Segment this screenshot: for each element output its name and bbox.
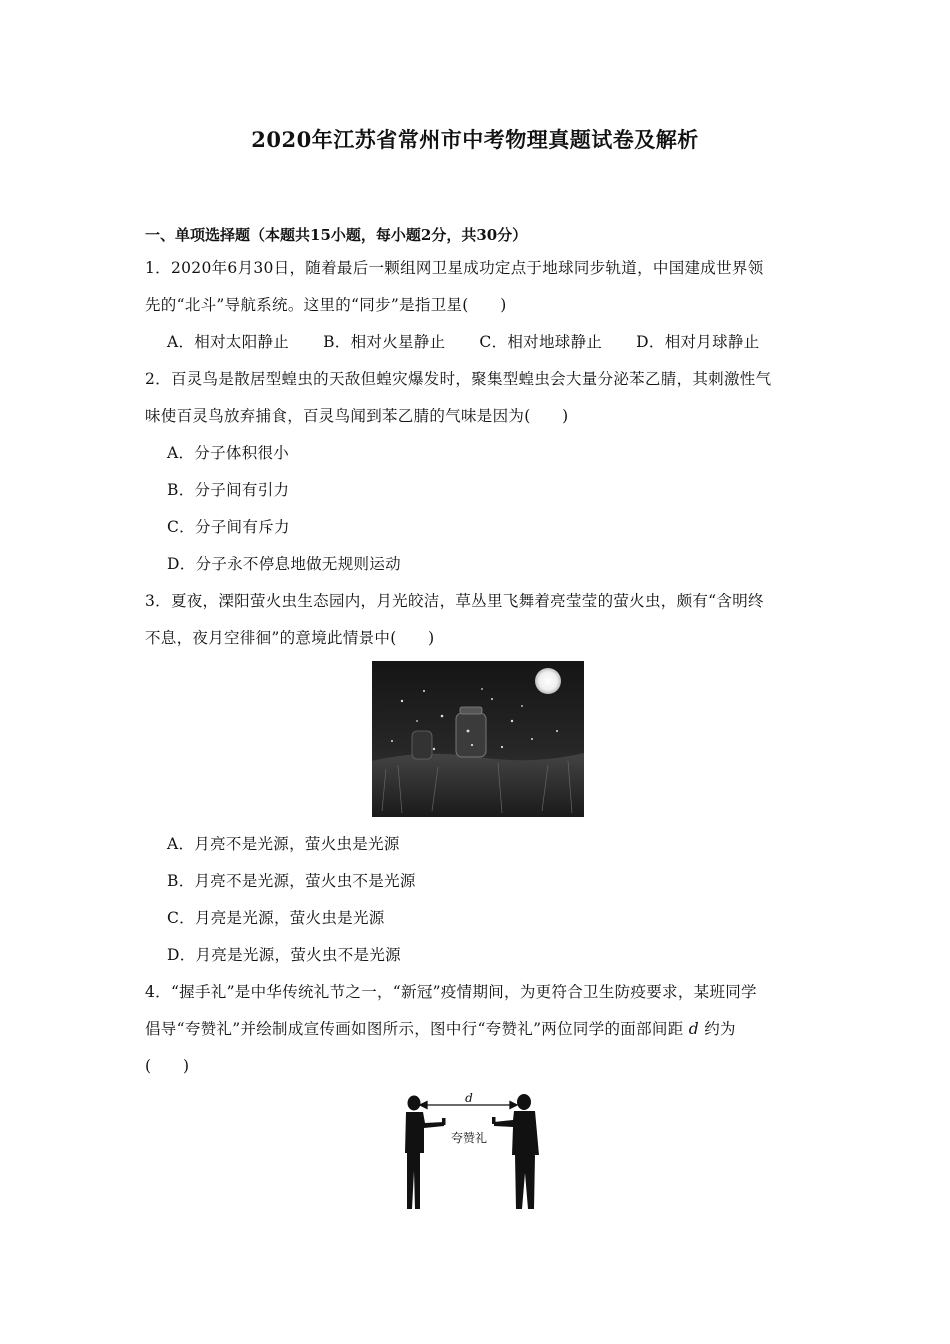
option-c: C．月亮是光源，萤火虫是光源 [167,909,385,927]
page-title: 2020年江苏省常州市中考物理真题试卷及解析 [251,127,699,152]
firefly-night-image [145,661,810,817]
option-d: D．分子永不停息地做无规则运动 [167,555,401,573]
firefly-night-illustration [372,661,584,817]
question-3-line-2: 不息，夜月空徘徊”的意境此情景中( ) [145,629,435,647]
question-4-line-3: ( ) [145,1057,190,1075]
question-1-line-2: 先的“北斗”导航系统。这里的“同步”是指卫星( ) [145,296,507,314]
section-heading: 一、单项选择题（本题共15小题，每小题2分，共30分） [145,226,528,244]
option-c: C．分子间有斥力 [167,518,290,536]
distance-variable: d [688,1020,699,1038]
question-4-text: 倡导“夸赞礼”并绘制成宣传画如图所示，图中行“夸赞礼”两位同学的面部间距 [145,1020,684,1038]
option-a: A．相对太阳静止 [167,333,290,351]
question-3-line-1: 3．夏夜，溧阳萤火虫生态园内，月光皎洁，草丛里飞舞着亮莹莹的萤火虫，颇有“含明终 [145,592,764,610]
option-b: B．分子间有引力 [167,481,290,499]
question-4-text-end: 约为 [704,1020,736,1038]
option-d: D．月亮是光源，萤火虫不是光源 [167,946,401,964]
distance-label: d [464,1093,473,1105]
option-b: B．相对火星静止 [323,333,446,351]
question-4-line-2 [145,1011,810,1048]
question-1-options [145,324,810,361]
question-2-line-1: 2．百灵鸟是散居型蝗虫的天敌但蝗灾爆发时，聚集型蝗虫会大量分泌苯乙腈，其刺激性气 [145,370,772,388]
option-a: A．月亮不是光源，萤火虫是光源 [167,835,400,853]
person-left-icon [405,1096,446,1210]
question-1-line-1: 1．2020年6月30日，随着最后一颗组网卫星成功定点于地球同步轨道，中国建成世界领 [145,259,764,277]
grass-field [372,753,584,817]
option-a: A．分子体积很小 [167,444,290,462]
praise-label: 夸赞礼 [450,1131,487,1145]
person-right-icon [492,1094,539,1209]
moon-icon [535,668,561,694]
question-3 [145,583,810,974]
question-1 [145,250,810,361]
question-4-line-1: 4．“握手礼”是中华传统礼节之一，“新冠”疫情期间，为更符合卫生防疫要求，某班同学 [145,983,757,1001]
option-c: C．相对地球静止 [479,333,603,351]
option-b: B．月亮不是光源，萤火虫不是光源 [167,872,416,890]
option-d: D．相对月球静止 [636,333,760,351]
question-4 [145,974,810,1213]
question-2 [145,361,810,583]
praise-gesture-illustration [398,1093,558,1213]
exam-content [145,220,810,1213]
praise-gesture-figure [145,1093,810,1213]
question-2-line-2: 味使百灵鸟放弃捕食，百灵鸟闻到苯乙腈的气味是因为( ) [145,407,569,425]
